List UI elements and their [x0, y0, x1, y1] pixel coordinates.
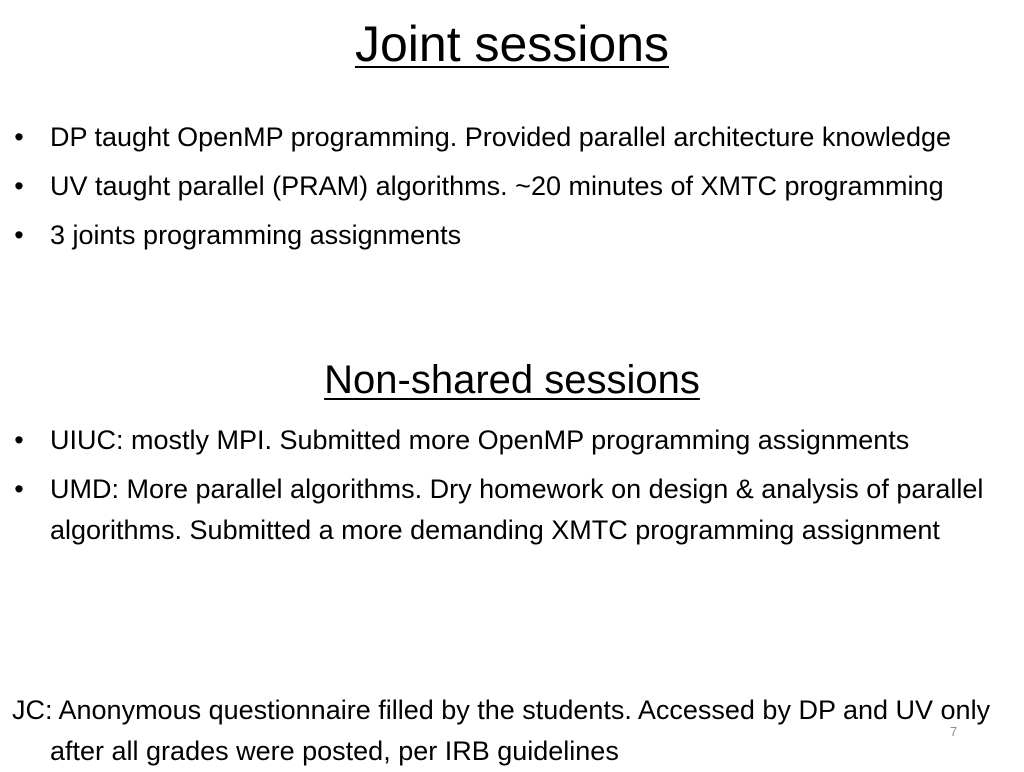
nonshared-sessions-list [0, 420, 1000, 559]
list-item [0, 117, 1000, 158]
bullet-icon: • [14, 425, 24, 455]
bullet-icon: • [14, 220, 24, 250]
list-item [0, 166, 1000, 207]
bullet-icon: • [14, 122, 24, 152]
bullet-text: UMD: More parallel algorithms. Dry homework on design & analysis of parallel algorithms. Submitted a more demanding XMTC programming assignment [50, 474, 984, 545]
list-item [0, 420, 1000, 461]
questionnaire-note: JC: Anonymous questionnaire filled by the students. Accessed by DP and UV only after all grades were posted, per IRB guidelines [12, 695, 991, 766]
bullet-icon: • [14, 474, 24, 504]
bullet-text: 3 joints programming assignments [50, 220, 462, 250]
bullet-text: DP taught OpenMP programming. Provided parallel architecture knowledge [50, 122, 951, 152]
list-item [0, 215, 1000, 256]
list-item [0, 469, 1000, 551]
bullet-text: UIUC: mostly MPI. Submitted more OpenMP programming assignments [50, 425, 910, 455]
joint-sessions-list [0, 117, 1000, 264]
bullet-text: UV taught parallel (PRAM) algorithms. ~20 minutes of XMTC programming [50, 171, 944, 201]
section-heading: Non-shared sessions [324, 358, 700, 402]
slide-title: Joint sessions [354, 16, 670, 72]
page-number: 7 [950, 724, 958, 739]
bullet-icon: • [14, 171, 24, 201]
